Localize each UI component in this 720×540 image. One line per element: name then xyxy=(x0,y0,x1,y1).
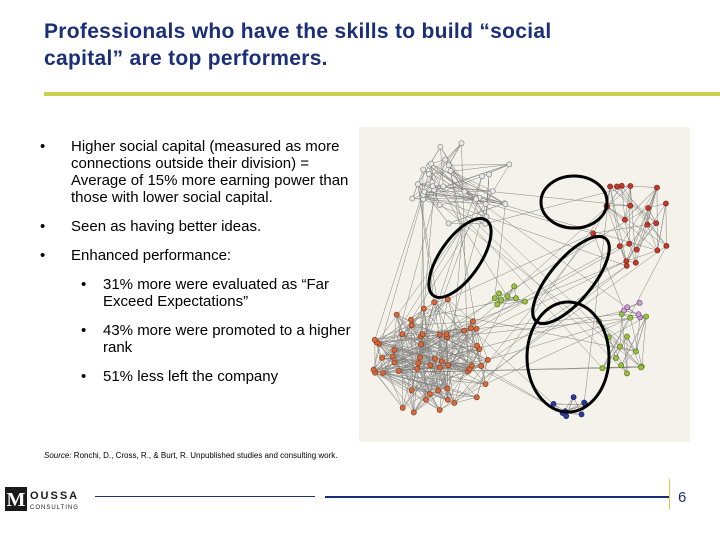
network-node xyxy=(429,161,434,166)
network-node xyxy=(409,388,414,393)
network-edge xyxy=(622,186,625,220)
network-node xyxy=(417,355,422,360)
network-node xyxy=(469,363,474,368)
sub-bullet-item xyxy=(81,368,360,385)
network-node xyxy=(409,323,414,328)
network-node xyxy=(446,221,451,226)
sub-bullet-item xyxy=(81,322,360,356)
network-node xyxy=(522,299,527,304)
network-edge xyxy=(448,233,593,299)
network-node xyxy=(479,363,484,368)
sub-bullet-text: 43% more were promoted to a higher rank xyxy=(103,322,351,356)
network-edge xyxy=(377,227,463,342)
network-node xyxy=(441,184,446,189)
network-node xyxy=(408,317,413,322)
page-number-divider xyxy=(669,479,670,509)
bullet-text: Higher social capital (measured as more connections outside their division) = Average of 15% more earning power than those with lower social capital. xyxy=(71,138,349,206)
network-node xyxy=(600,366,605,371)
title-divider xyxy=(44,92,720,96)
bullet-item xyxy=(40,138,360,206)
network-node xyxy=(474,326,479,331)
network-node xyxy=(379,355,384,360)
network-node xyxy=(479,174,484,179)
network-node xyxy=(655,248,660,253)
bullet-icon: • xyxy=(81,322,87,339)
network-node xyxy=(437,365,442,370)
network-edge xyxy=(636,317,640,351)
network-edge xyxy=(448,299,473,321)
network-node xyxy=(483,201,488,206)
network-node xyxy=(400,405,405,410)
page-number: 6 xyxy=(678,489,687,506)
network-node xyxy=(617,244,622,249)
network-node xyxy=(437,332,442,337)
network-node xyxy=(432,356,437,361)
network-node xyxy=(421,306,426,311)
bullet-text: Seen as having better ideas. xyxy=(71,218,262,235)
network-node xyxy=(452,400,457,405)
title-line-2: capital” are top performers. xyxy=(44,47,328,70)
bullet-text: Enhanced performance: xyxy=(71,247,232,264)
slide-title xyxy=(44,18,664,72)
sub-bullet-text: 51% less left the company xyxy=(103,368,279,385)
network-node xyxy=(490,189,495,194)
network-node xyxy=(633,260,638,265)
network-node xyxy=(437,407,442,412)
network-node xyxy=(622,217,627,222)
network-node xyxy=(624,371,629,376)
network-edge xyxy=(630,186,657,188)
network-node xyxy=(487,172,492,177)
network-node xyxy=(436,388,441,393)
network-node xyxy=(411,410,416,415)
footer-rule xyxy=(325,496,670,498)
network-node xyxy=(400,332,405,337)
network-node xyxy=(372,337,377,342)
network-edge xyxy=(487,174,490,216)
network-node xyxy=(499,297,504,302)
network-node xyxy=(371,367,376,372)
network-node xyxy=(495,302,500,307)
company-logo xyxy=(3,484,85,514)
network-node xyxy=(663,201,668,206)
bullet-list xyxy=(40,138,360,397)
network-node xyxy=(470,319,475,324)
social-network-image xyxy=(359,127,690,442)
source-citation xyxy=(44,451,337,460)
network-edge xyxy=(495,204,506,298)
network-node xyxy=(591,231,596,236)
network-node xyxy=(644,314,649,319)
network-node xyxy=(636,312,641,317)
network-node xyxy=(474,395,479,400)
network-node xyxy=(446,363,451,368)
bullet-icon: • xyxy=(81,368,87,385)
network-edge xyxy=(486,164,510,204)
network-node xyxy=(646,205,651,210)
network-node xyxy=(443,157,448,162)
network-node xyxy=(627,241,632,246)
network-node xyxy=(415,182,420,187)
bullet-item xyxy=(40,218,360,235)
highlight-ellipse xyxy=(520,225,622,335)
network-node xyxy=(437,202,442,207)
network-node xyxy=(628,203,633,208)
network-node xyxy=(633,349,638,354)
network-node xyxy=(416,361,421,366)
network-node xyxy=(439,359,444,364)
network-node xyxy=(614,184,619,189)
network-edge xyxy=(449,164,510,165)
title-line-1: Professionals who have the skills to build “social xyxy=(44,20,552,43)
sub-bullet-item xyxy=(81,276,360,310)
network-node xyxy=(507,162,512,167)
network-node xyxy=(628,315,633,320)
bullet-icon: • xyxy=(40,138,46,155)
network-node xyxy=(438,144,443,149)
highlight-ellipse xyxy=(541,176,607,228)
network-node xyxy=(448,168,453,173)
network-node xyxy=(432,300,437,305)
network-node xyxy=(420,332,425,337)
network-edge xyxy=(625,220,629,244)
bullet-icon: • xyxy=(81,276,87,293)
network-node xyxy=(503,202,508,207)
network-node xyxy=(427,391,432,396)
network-edge xyxy=(666,204,667,246)
network-node xyxy=(619,363,624,368)
network-node xyxy=(513,296,518,301)
source-label: Source: xyxy=(44,451,72,460)
logo-subtitle: CONSULTING xyxy=(30,505,79,511)
network-node xyxy=(392,347,397,352)
network-node xyxy=(444,332,449,337)
network-node xyxy=(422,189,427,194)
network-node xyxy=(381,370,386,375)
network-node xyxy=(392,360,397,365)
network-node xyxy=(428,363,433,368)
footer-rule xyxy=(95,496,315,497)
network-node xyxy=(396,369,401,374)
network-node xyxy=(483,382,488,387)
network-node xyxy=(423,397,428,402)
network-edge xyxy=(471,328,486,384)
network-node xyxy=(390,354,395,359)
network-node xyxy=(430,184,435,189)
source-text: Ronchi, D., Cross, R., & Burt, R. Unpublished studies and consulting work. xyxy=(71,451,338,460)
network-node xyxy=(664,243,669,248)
network-node xyxy=(579,412,584,417)
network-node xyxy=(628,183,633,188)
network-node xyxy=(485,357,490,362)
network-edge xyxy=(429,166,608,338)
network-node xyxy=(638,365,643,370)
network-node xyxy=(445,386,450,391)
network-node xyxy=(445,397,450,402)
network-node xyxy=(613,355,618,360)
network-node xyxy=(394,312,399,317)
highlight-ellipse xyxy=(527,302,609,412)
bullet-item xyxy=(40,247,360,264)
bullet-icon: • xyxy=(40,218,46,235)
sub-bullet-text: 31% more were evaluated as “Far Exceed Expectations” xyxy=(103,276,329,310)
network-node xyxy=(624,259,629,264)
network-node xyxy=(654,221,659,226)
network-node xyxy=(654,185,659,190)
network-node xyxy=(496,291,501,296)
network-node xyxy=(551,401,556,406)
network-node xyxy=(608,184,613,189)
network-node xyxy=(617,344,622,349)
network-node xyxy=(462,328,467,333)
network-node xyxy=(634,247,639,252)
logo-letter: M xyxy=(6,489,26,511)
network-edge xyxy=(630,318,642,367)
network-edge xyxy=(418,184,630,206)
network-node xyxy=(505,294,510,299)
network-node xyxy=(492,296,497,301)
network-node xyxy=(645,222,650,227)
network-node xyxy=(474,197,479,202)
logo-name: OUSSA xyxy=(30,490,80,502)
network-node xyxy=(624,263,629,268)
network-node xyxy=(624,334,629,339)
network-node xyxy=(418,342,423,347)
network-node xyxy=(415,366,420,371)
network-edge xyxy=(454,233,593,403)
network-node xyxy=(446,163,451,168)
network-node xyxy=(468,326,473,331)
network-node xyxy=(512,284,517,289)
network-node xyxy=(571,395,576,400)
network-node xyxy=(410,196,415,201)
network-node xyxy=(619,183,624,188)
network-node xyxy=(462,189,467,194)
bullet-icon: • xyxy=(40,247,46,264)
network-node xyxy=(637,300,642,305)
network-node xyxy=(459,141,464,146)
network-node xyxy=(474,343,479,348)
network-node xyxy=(426,171,431,176)
network-node xyxy=(625,305,630,310)
network-node xyxy=(421,167,426,172)
